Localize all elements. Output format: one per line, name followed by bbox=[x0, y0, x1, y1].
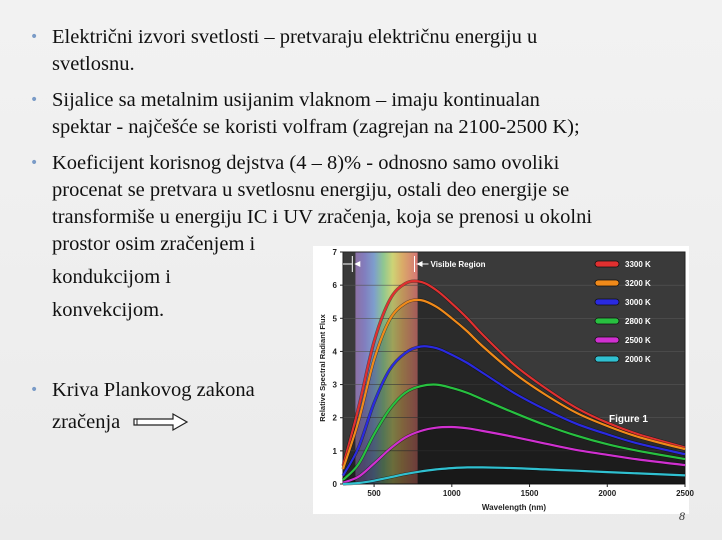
right-arrow-icon bbox=[133, 413, 189, 431]
planck-chart bbox=[313, 246, 694, 514]
bullet-1-text bbox=[52, 24, 722, 78]
legend-label: 2000 K bbox=[625, 355, 651, 364]
y-tick-label: 6 bbox=[332, 281, 337, 291]
legend-swatch bbox=[595, 280, 619, 286]
bullet-line: Koeficijent korisnog dejstva (4 – 8)% - odnosno samo ovoliki bbox=[52, 152, 560, 174]
bullet-dot-icon: • bbox=[30, 29, 39, 45]
visible-region-label: Visible Region bbox=[430, 260, 486, 269]
legend-label: 3000 K bbox=[625, 298, 651, 307]
chart-svg bbox=[313, 246, 694, 514]
x-tick-label: 500 bbox=[367, 489, 381, 498]
legend-label: 3200 K bbox=[625, 279, 651, 288]
page-number: 8 bbox=[679, 509, 685, 523]
legend-swatch bbox=[595, 261, 619, 267]
bullet-line: Električni izvori svetlosti – pretvaraju električnu energiju u bbox=[52, 26, 538, 48]
bullet-line: Kriva Plankovog zakona bbox=[52, 379, 255, 401]
y-tick-label: 0 bbox=[332, 480, 337, 489]
y-tick-label: 5 bbox=[332, 314, 337, 324]
y-tick-label: 7 bbox=[332, 248, 337, 257]
x-tick-label: 1500 bbox=[520, 489, 539, 498]
legend-swatch bbox=[595, 337, 619, 343]
legend-label: 3300 K bbox=[625, 260, 651, 269]
x-axis-label: Wavelength (nm) bbox=[481, 503, 547, 512]
bullet-dot-icon: • bbox=[30, 155, 39, 171]
legend-swatch bbox=[595, 318, 619, 324]
bullet-dot-icon: • bbox=[30, 92, 39, 108]
y-tick-label: 2 bbox=[332, 413, 337, 423]
bullet-line: procenat se pretvara u svetlosnu energiju, ostali deo energije se bbox=[52, 179, 570, 201]
legend-swatch bbox=[595, 299, 619, 305]
bullet-dot-icon: • bbox=[30, 382, 39, 398]
bullet-line: spektar - najčešće se koristi volfram (zagrejan na 2100-2500 K); bbox=[52, 116, 580, 138]
bullet-line: svetlosnu. bbox=[52, 53, 135, 75]
bullet-line: kondukcijom i bbox=[52, 266, 172, 288]
y-tick-label: 4 bbox=[332, 347, 337, 357]
legend-label: 2500 K bbox=[625, 336, 651, 345]
bullet-line: Sijalice sa metalnim usijanim vlaknom – imaju kontinualan bbox=[52, 89, 540, 111]
figure-caption: Figure 1 bbox=[609, 414, 648, 425]
bullet-line: konvekcijom. bbox=[52, 299, 165, 321]
bullet-line: prostor osim zračenjem i bbox=[52, 233, 256, 255]
y-tick-label: 3 bbox=[332, 380, 337, 390]
y-axis-label: Relative Spectral Radiant Flux bbox=[318, 314, 327, 422]
x-tick-label: 2000 bbox=[598, 489, 617, 498]
bullet-line: transformiše u energiju IC i UV zračenja, koja se prenosi u okolni bbox=[52, 206, 593, 228]
x-tick-label: 1000 bbox=[442, 489, 461, 498]
legend-swatch bbox=[595, 356, 619, 362]
legend-label: 2800 K bbox=[625, 317, 651, 326]
x-tick-label: 2500 bbox=[676, 489, 694, 498]
bullet-2-text bbox=[52, 87, 722, 141]
bullet-line: zračenja bbox=[52, 411, 121, 433]
y-tick-label: 1 bbox=[332, 446, 337, 456]
